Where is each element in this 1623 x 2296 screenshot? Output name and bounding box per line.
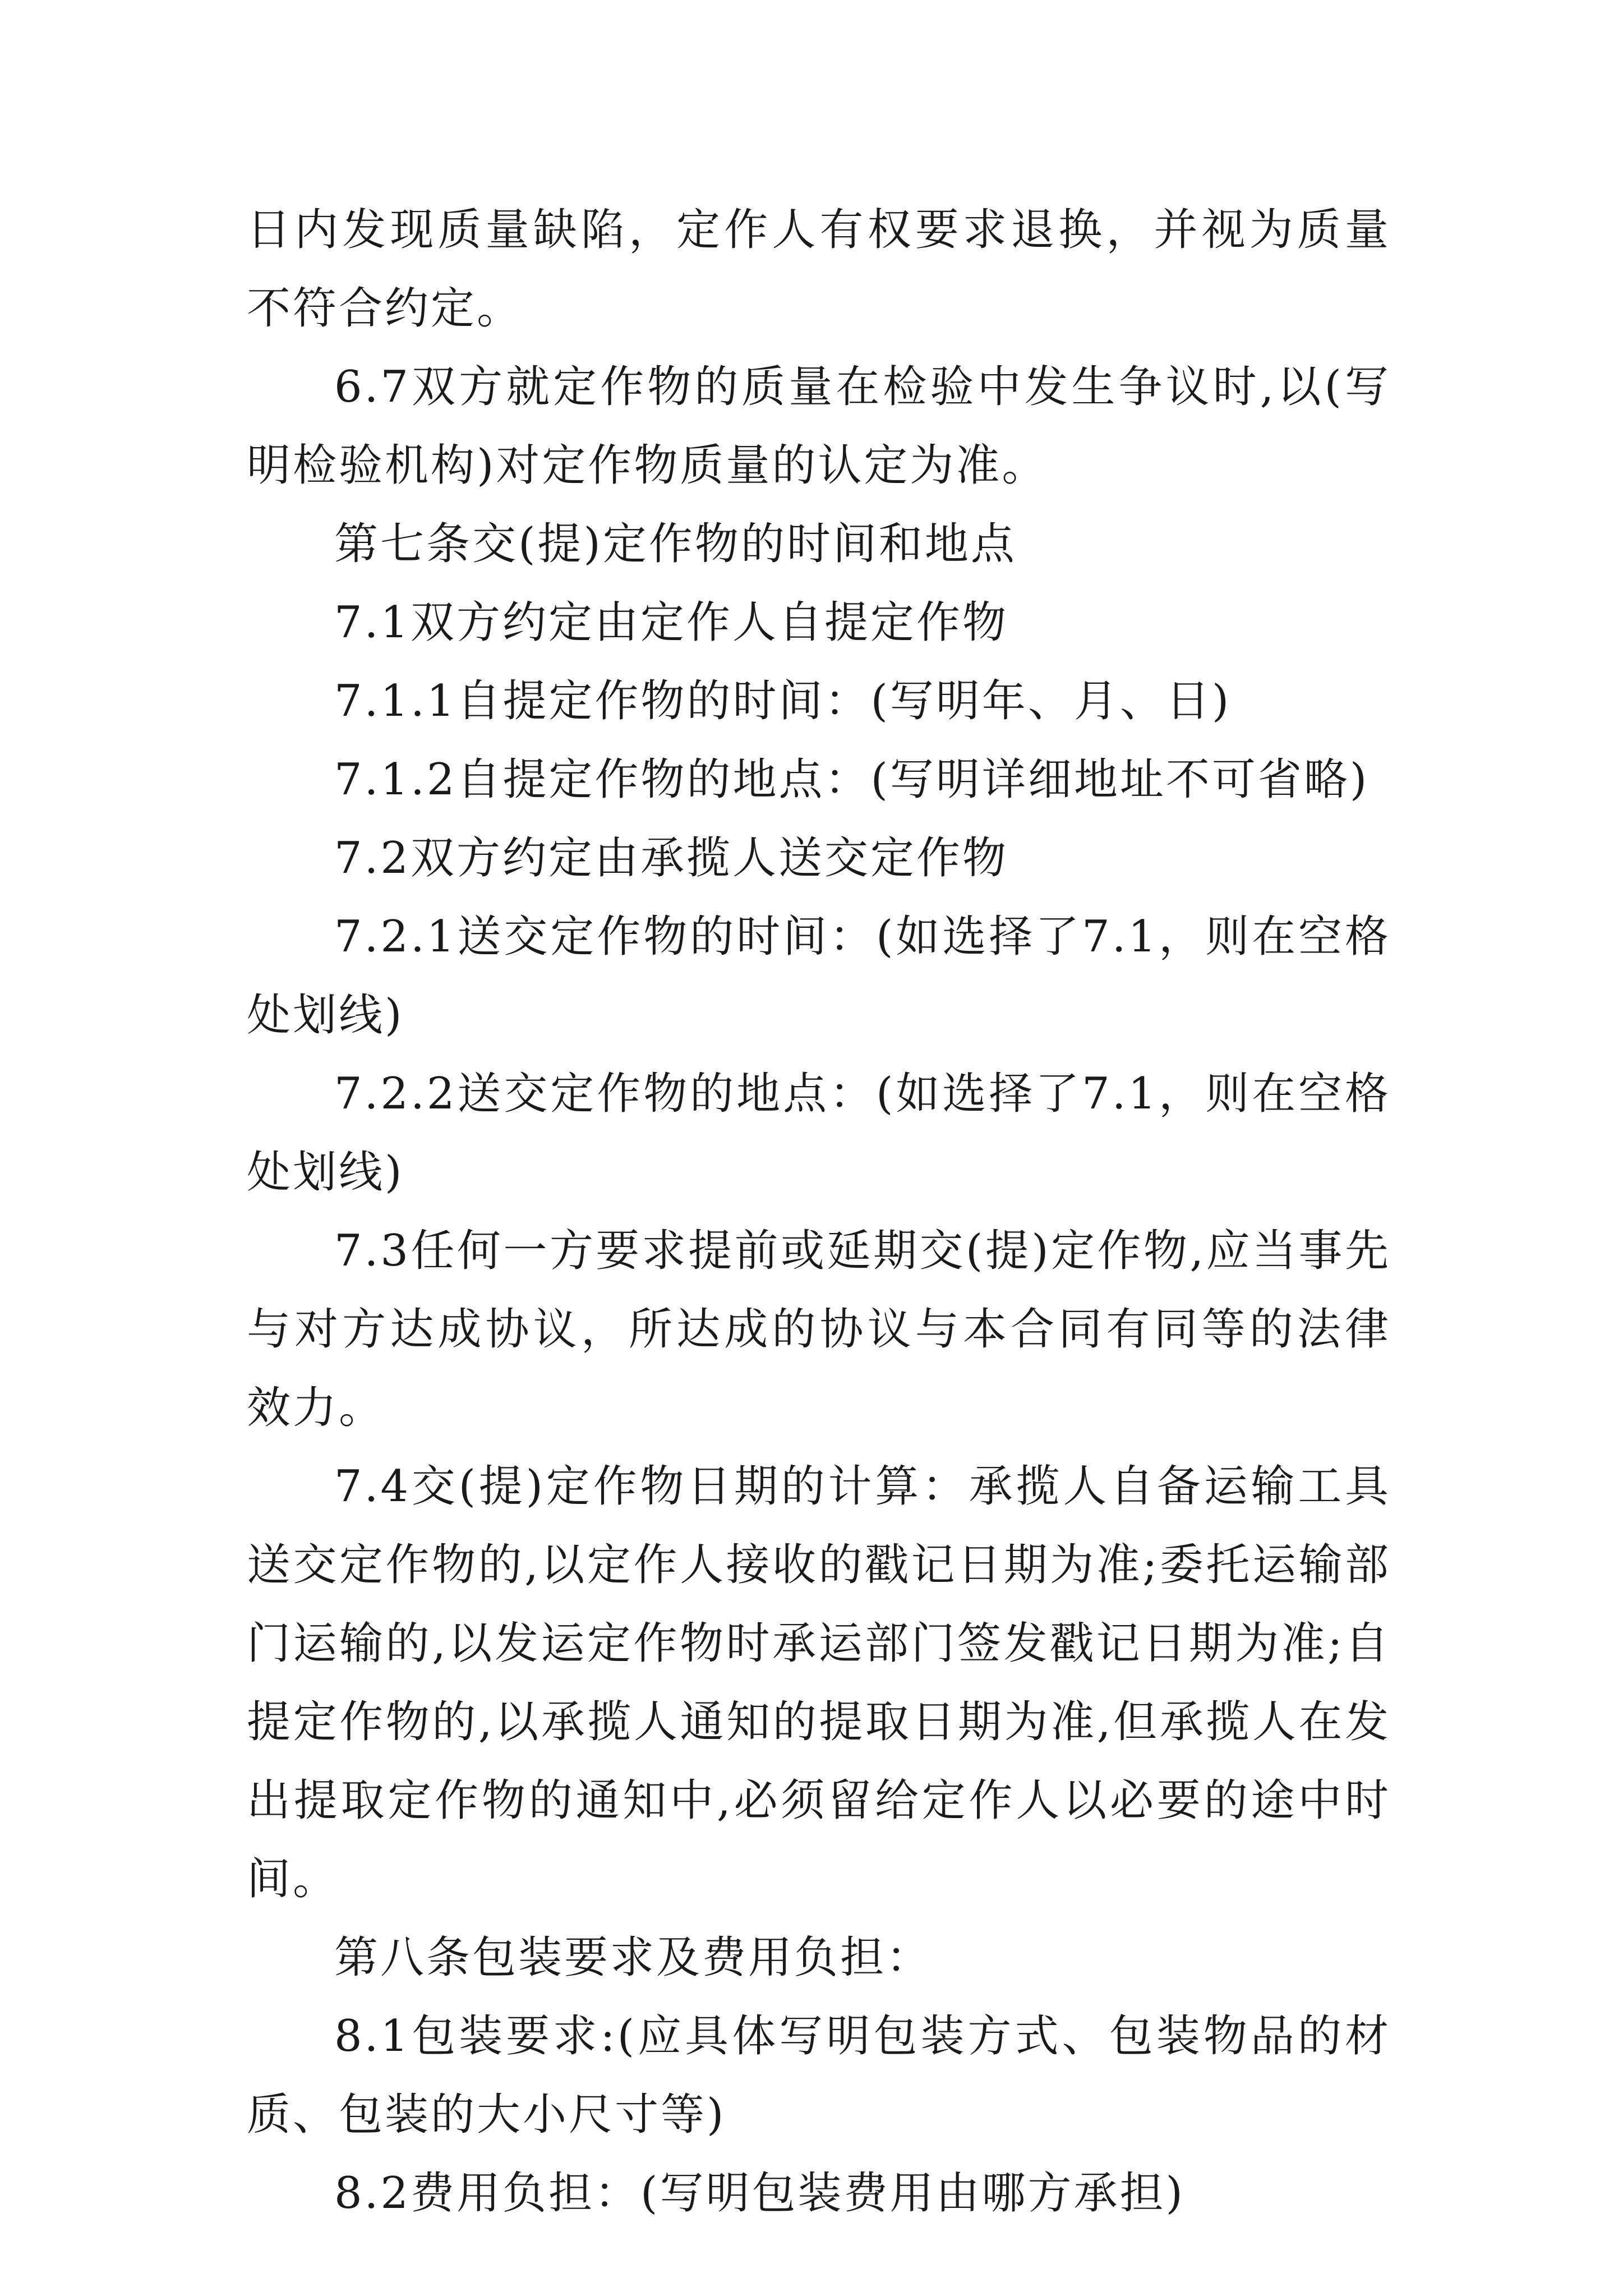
paragraph-7-2: 7.2双方约定由承揽人送交定作物 — [334, 833, 1009, 884]
paragraph-7-2-1: 7.2.1送交定作物的时间：(如选择了7.1，则在空格处划线) — [247, 912, 1391, 1041]
paragraph-6-7: 6.7双方就定作物的质量在检验中发生争议时,以(写明检验机构)对定作物质量的认定为准。 — [247, 362, 1391, 491]
paragraph-quality-defect: 日内发现质量缺陷，定作人有权要求退换，并视为质量不符合约定。 — [247, 205, 1391, 334]
paragraph-7-3: 7.3任何一方要求提前或延期交(提)定作物,应当事先与对方达成协议，所达成的协议与本合同有同等的法律效力。 — [247, 1226, 1391, 1433]
paragraph-8-2: 8.2费用负担：(写明包装费用由哪方承担) — [334, 2168, 1185, 2219]
document-body — [247, 191, 1391, 2233]
paragraph-7-1-1: 7.1.1自提定作物的时间：(写明年、月、日) — [334, 676, 1232, 726]
heading-article-7: 第七条交(提)定作物的时间和地点 — [334, 519, 1017, 569]
paragraph-8-1: 8.1包装要求:(应具体写明包装方式、包装物品的材质、包装的大小尺寸等) — [247, 2011, 1391, 2140]
paragraph-7-4: 7.4交(提)定作物日期的计算：承揽人自备运输工具送交定作物的,以定作人接收的戳记日期为准;委托运输部门运输的,以发运定作物时承运部门签发戳记日期为准;自提定作物的,以承揽人通知的提取日期为准,但承揽人在发出提取定作物的通知中,必须留给定作人以必要的途中时间。 — [247, 1461, 1391, 1904]
paragraph-7-1: 7.1双方约定由定作人自提定作物 — [334, 597, 1009, 648]
paragraph-7-2-2: 7.2.2送交定作物的地点：(如选择了7.1，则在空格处划线) — [247, 1069, 1391, 1198]
heading-article-8: 第八条包装要求及费用负担： — [334, 1932, 933, 1983]
paragraph-7-1-2: 7.1.2自提定作物的地点：(写明详细地址不可省略) — [334, 754, 1370, 805]
